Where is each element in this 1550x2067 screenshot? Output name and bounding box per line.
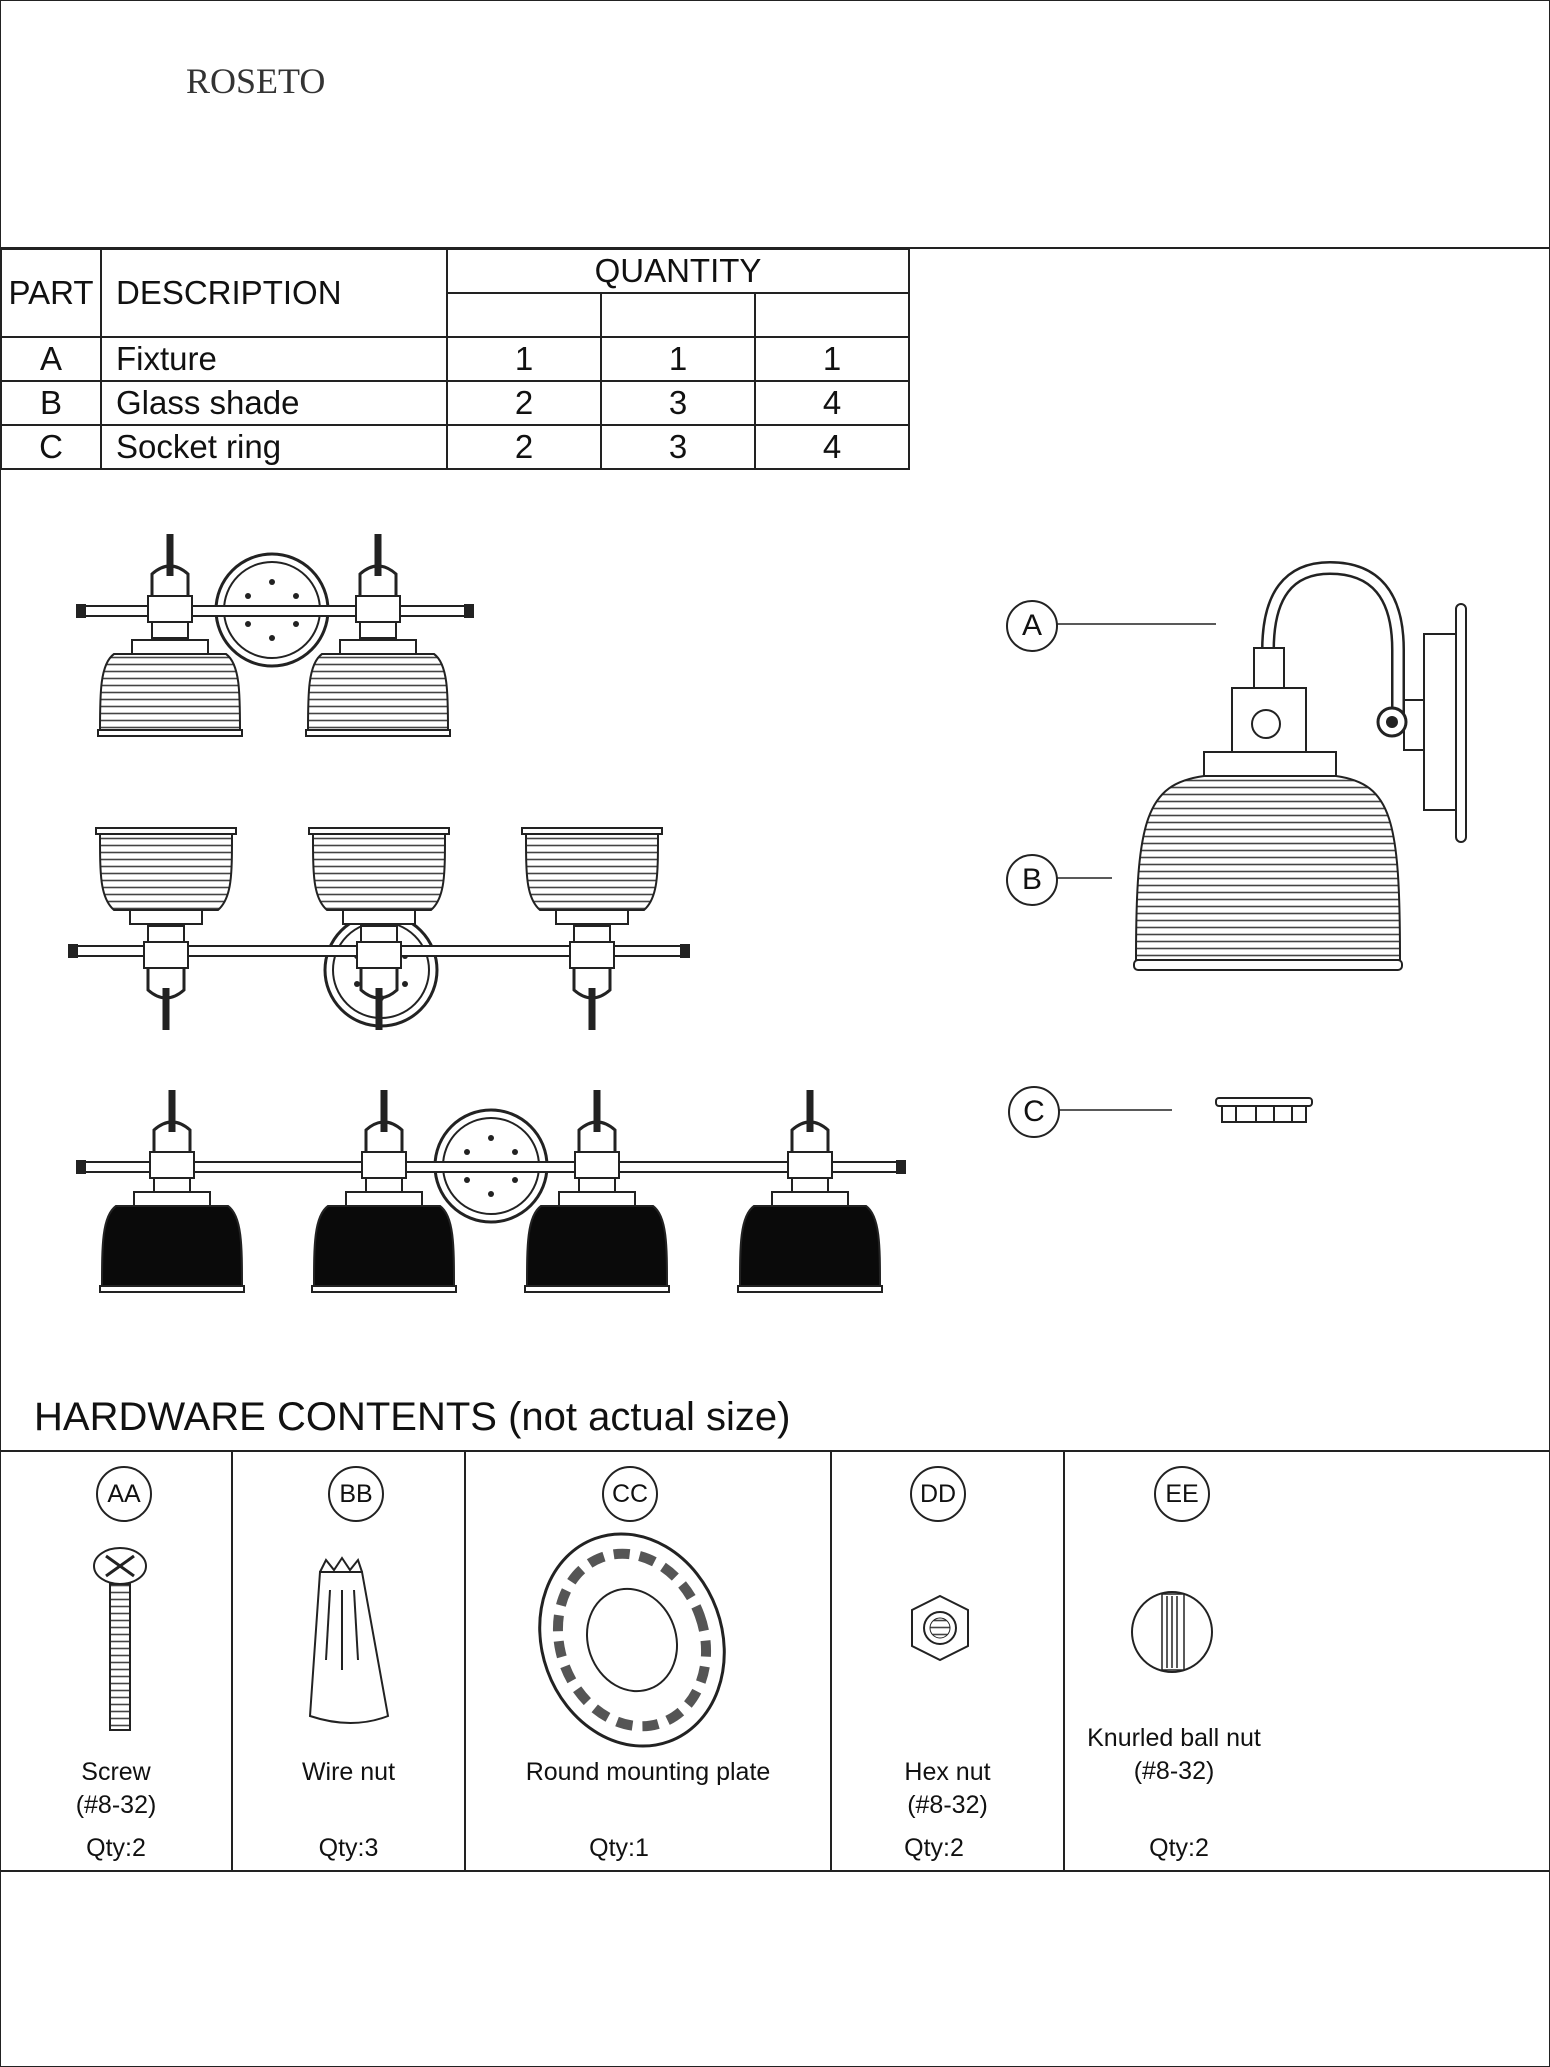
fixture-2-light xyxy=(76,534,474,736)
part-qty: 3 xyxy=(601,425,755,469)
part-qty: 4 xyxy=(755,381,909,425)
fixture-4-light xyxy=(76,1090,906,1292)
hardware-code-ee: EE xyxy=(1154,1466,1210,1522)
part-qty: 2 xyxy=(447,425,601,469)
callout-a: A xyxy=(1006,600,1058,652)
hardware-title: HARDWARE CONTENTS (not actual size) xyxy=(34,1395,791,1439)
hardware-label xyxy=(831,1756,1064,1822)
part-description: Glass shade xyxy=(101,381,447,425)
hardware-qty: Qty:2 xyxy=(904,1834,964,1862)
socket-ring-drawing xyxy=(1216,1098,1312,1122)
hardware-label xyxy=(465,1756,831,1789)
callout-c: C xyxy=(1008,1086,1060,1138)
hardware-label xyxy=(0,1756,232,1822)
screw-icon xyxy=(94,1548,146,1730)
hardware-code-cc: CC xyxy=(602,1466,658,1522)
callout-b: B xyxy=(1006,854,1058,906)
fixture-3-light xyxy=(68,828,690,1030)
part-qty: 1 xyxy=(447,337,601,381)
part-letter: C xyxy=(1,425,101,469)
hardware-code-aa: AA xyxy=(96,1466,152,1522)
header-description: DESCRIPTION xyxy=(101,249,447,337)
hardware-name: Round mounting plate xyxy=(525,1758,771,1786)
hardware-label xyxy=(232,1756,465,1789)
hardware-qty: Qty:2 xyxy=(1149,1834,1209,1862)
hardware-code-bb: BB xyxy=(328,1466,384,1522)
part-qty: 3 xyxy=(601,381,755,425)
brand-logo: ROSETO xyxy=(186,61,326,101)
hardware-name: Hex nut xyxy=(904,1758,991,1786)
knurled-ball-nut-icon xyxy=(1132,1592,1212,1672)
part-qty: 1 xyxy=(755,337,909,381)
part-letter: A xyxy=(1,337,101,381)
part-description: Fixture xyxy=(101,337,447,381)
part-qty: 4 xyxy=(755,425,909,469)
hardware-qty: Qty:3 xyxy=(318,1834,379,1862)
header-part: PART xyxy=(1,249,101,337)
hardware-spec: (#8-32) xyxy=(1133,1757,1215,1785)
hardware-name: Screw xyxy=(81,1758,151,1786)
hardware-spec: (#8-32) xyxy=(75,1791,157,1819)
wire-nut-icon xyxy=(310,1558,388,1723)
fixture-side-view xyxy=(1056,568,1466,1110)
hardware-qty: Qty:1 xyxy=(589,1834,649,1862)
hardware-name: Knurled ball nut xyxy=(1087,1724,1261,1752)
part-qty: 1 xyxy=(601,337,755,381)
hardware-spec: (#8-32) xyxy=(907,1791,988,1819)
header-quantity: QUANTITY xyxy=(447,249,909,293)
part-qty: 2 xyxy=(447,381,601,425)
hardware-label xyxy=(1064,1722,1284,1788)
hex-nut-icon xyxy=(912,1596,968,1660)
hardware-qty: Qty:2 xyxy=(86,1834,146,1862)
hardware-name: Wire nut xyxy=(301,1758,396,1786)
mounting-plate-icon xyxy=(510,1508,753,1773)
hardware-code-dd: DD xyxy=(910,1466,966,1522)
part-description: Socket ring xyxy=(101,425,447,469)
part-letter: B xyxy=(1,381,101,425)
